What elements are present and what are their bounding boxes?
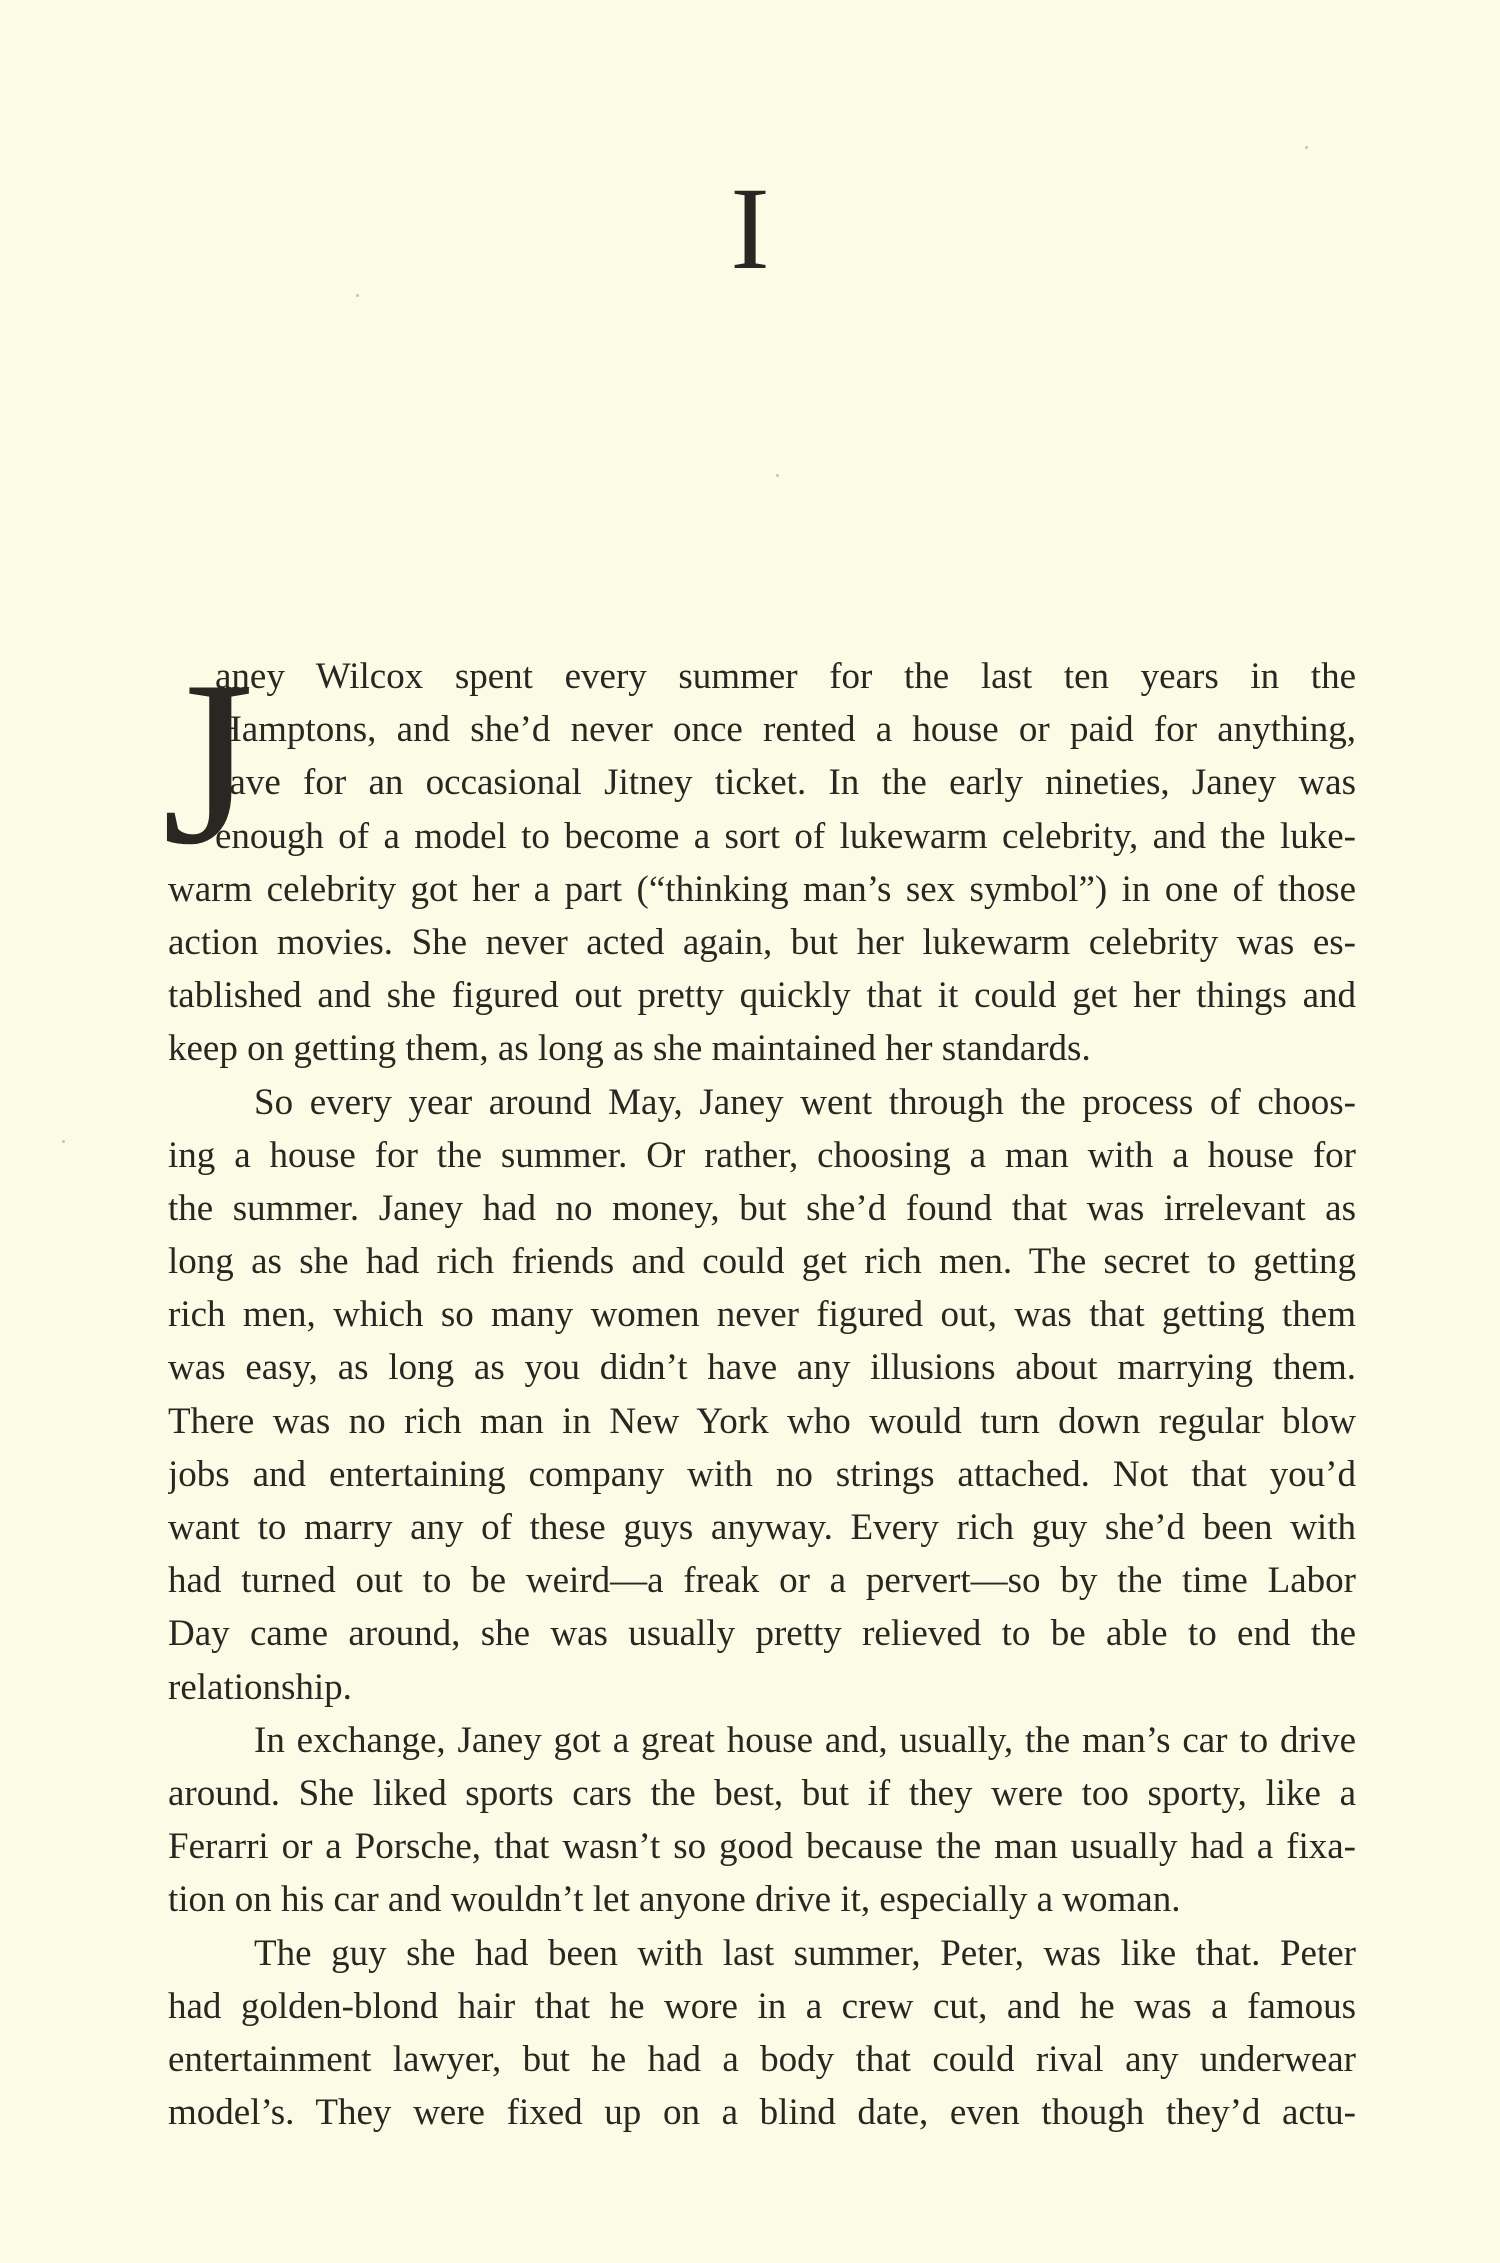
text-line: was easy, as long as you didn’t have any illusions about marrying them. [168, 1347, 1356, 1389]
drop-cap: J [162, 633, 254, 894]
text-line: save for an occasional Jitney ticket. In the early nineties, Janey was [215, 762, 1356, 804]
text-line: aney Wilcox spent every summer for the last ten years in the [215, 656, 1356, 697]
text-line: keep on getting them, as long as she maintained her standards. [168, 1028, 1091, 1070]
text-line: Ferarri or a Porsche, that wasn’t so good because the man usually had a fixa- [168, 1826, 1356, 1868]
text-line: rich men, which so many women never figured out, was that getting them [168, 1294, 1356, 1336]
text-line: The guy she had been with last summer, Peter, was like that. Peter [254, 1932, 1356, 1974]
text-line: relationship. [168, 1666, 352, 1708]
text-line: enough of a model to become a sort of lukewarm celebrity, and the luke- [215, 815, 1356, 857]
text-line: had turned out to be weird—a freak or a pervert—so by the time Labor [168, 1560, 1356, 1602]
paragraph-2 [168, 1076, 1356, 1714]
text-line: action movies. She never acted again, but her lukewarm celebrity was es- [168, 921, 1356, 963]
text-line: entertainment lawyer, but he had a body that could rival any underwear [168, 2038, 1356, 2080]
text-line: So every year around May, Janey went through the process of choos- [254, 1081, 1356, 1123]
text-line: long as she had rich friends and could get rich men. The secret to getting [168, 1241, 1356, 1283]
paragraph-4 [168, 1927, 1356, 2140]
paragraph-3 [168, 1714, 1356, 1927]
text-line: warm celebrity got her a part (“thinking man’s sex symbol”) in one of those [168, 868, 1356, 910]
paper-speck [62, 1140, 65, 1143]
text-line: Hamptons, and she’d never once rented a house or paid for anything, [215, 709, 1356, 751]
paper-speck [356, 294, 359, 297]
text-line: want to marry any of these guys anyway. Every rich guy she’d been with [168, 1507, 1356, 1548]
text-line: Day came around, she was usually pretty relieved to be able to end the [168, 1613, 1356, 1655]
text-line: model’s. They were fixed up on a blind date, even though they’d actu- [168, 2092, 1356, 2134]
chapter-body-text [162, 633, 1356, 2139]
text-line: around. She liked sports cars the best, but if they were too sporty, like a [168, 1772, 1356, 1814]
paper-speck [776, 474, 779, 477]
text-line: jobs and entertaining company with no strings attached. Not that you’d [168, 1453, 1356, 1495]
paper-speck [1305, 146, 1308, 149]
text-line: tablished and she figured out pretty quickly that it could get her things and [168, 975, 1356, 1017]
text-line: tion on his car and wouldn’t let anyone drive it, especially a woman. [168, 1879, 1181, 1921]
paragraph-1 [162, 633, 1356, 1076]
chapter-numeral: I [730, 163, 770, 294]
text-line: In exchange, Janey got a great house and, usually, the man’s car to drive [254, 1719, 1356, 1761]
text-line: the summer. Janey had no money, but she’d found that was irrelevant as [168, 1187, 1356, 1229]
text-line: There was no rich man in New York who would turn down regular blow [168, 1400, 1356, 1442]
text-line: had golden-blond hair that he wore in a crew cut, and he was a famous [168, 1985, 1356, 2027]
text-line: ing a house for the summer. Or rather, choosing a man with a house for [168, 1134, 1356, 1176]
